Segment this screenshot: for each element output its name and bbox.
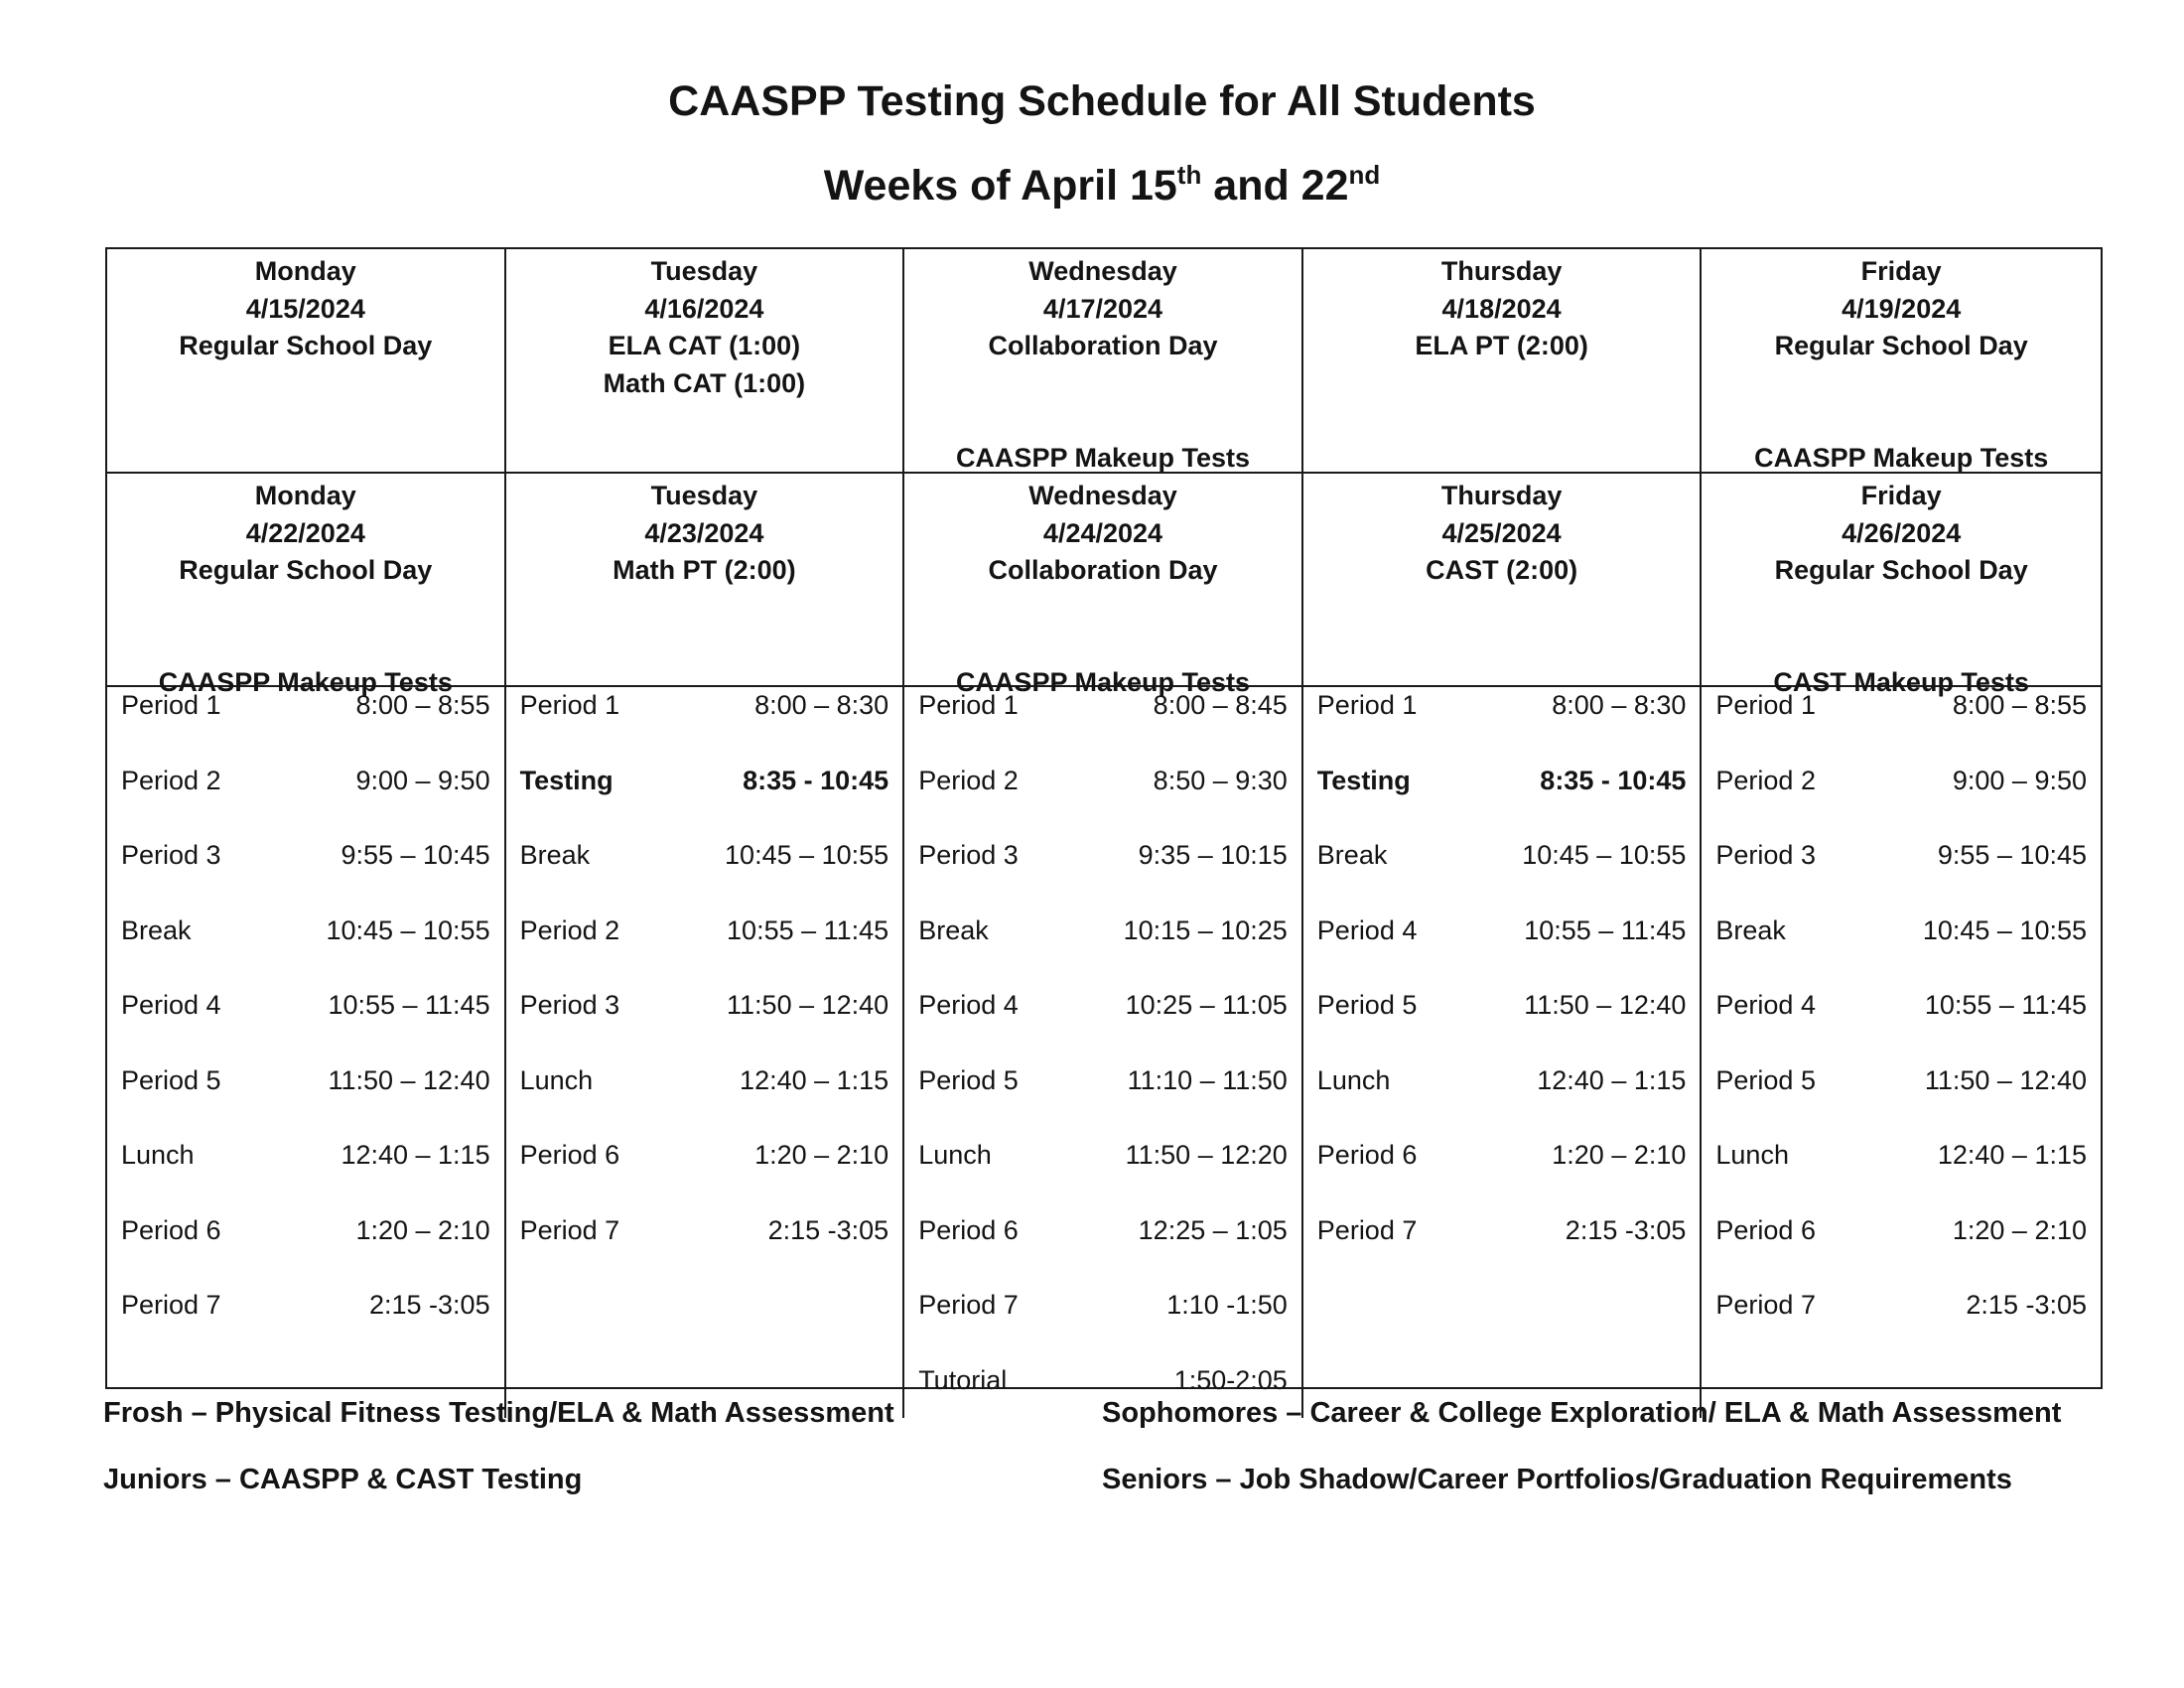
period-time: 12:40 – 1:15	[1937, 1140, 2087, 1171]
period-label: Period 2	[918, 765, 1019, 795]
period-label: Period 7	[121, 1290, 221, 1321]
period-time: 1:20 – 2:10	[1952, 1214, 2087, 1245]
period-time: 1:20 – 2:10	[1552, 1140, 1687, 1171]
spacer	[904, 402, 1301, 440]
period-time: 10:55 – 11:45	[1924, 990, 2087, 1021]
period-label: Period 5	[1316, 990, 1418, 1021]
period-label: Tutorial	[918, 1364, 1008, 1395]
day-header-cell	[506, 474, 905, 687]
day-type: Regular School Day	[179, 331, 433, 360]
period-time: 10:45 – 10:55	[1922, 914, 2087, 945]
period-time: 2:15 -3:05	[767, 1214, 889, 1245]
period-time: 1:20 – 2:10	[754, 1140, 889, 1171]
period-label: Lunch	[918, 1140, 992, 1171]
day-name: Tuesday	[650, 256, 758, 286]
spacer	[107, 627, 504, 664]
period-label: Lunch	[121, 1140, 195, 1171]
footer-frosh: Frosh – Physical Fitness Testing/ELA & Math Assessment	[103, 1397, 894, 1429]
schedule-row	[506, 968, 903, 1044]
schedule-row	[1702, 744, 2101, 819]
period-label: Lunch	[1715, 1140, 1789, 1171]
period-label: Period 6	[519, 1140, 620, 1171]
period-time: 10:15 – 10:25	[1123, 914, 1288, 945]
schedule-row	[904, 1194, 1301, 1269]
spacer	[904, 590, 1301, 628]
period-time: 11:50 – 12:40	[1524, 990, 1687, 1021]
period-label: Break	[519, 840, 591, 871]
schedule-row	[1702, 1044, 2101, 1119]
schedule-row	[1702, 1118, 2101, 1194]
period-time: 8:00 – 8:45	[1153, 690, 1288, 721]
day-header-cell	[506, 249, 905, 474]
schedule-row	[1702, 818, 2101, 894]
bell-schedule-cell	[107, 668, 506, 1418]
makeup-note: CAASPP Makeup Tests	[1754, 442, 2049, 473]
bell-schedule-cell	[1303, 668, 1703, 1418]
period-label: Testing	[519, 765, 614, 795]
day-date: 4/24/2024	[1042, 517, 1163, 548]
period-label: Period 7	[519, 1214, 620, 1245]
schedule-row	[904, 968, 1301, 1044]
period-time: 10:55 – 11:45	[727, 914, 889, 945]
period-label: Period 4	[1316, 914, 1418, 945]
day-type: Regular School Day	[1774, 555, 2028, 585]
schedule-row	[107, 968, 504, 1044]
spacer	[1702, 627, 2101, 664]
schedule-row	[107, 818, 504, 894]
period-time: 9:55 – 10:45	[341, 840, 490, 871]
period-label: Period 1	[1715, 690, 1816, 721]
schedule-row	[1303, 968, 1701, 1044]
period-label: Period 1	[519, 690, 620, 721]
period-time: 8:00 – 8:55	[1952, 690, 2087, 721]
period-label: Break	[121, 914, 192, 945]
day-date: 4/26/2024	[1842, 517, 1962, 548]
period-label: Period 7	[1715, 1290, 1816, 1321]
schedule-row	[904, 818, 1301, 894]
footer-seniors: Seniors – Job Shadow/Career Portfolios/Graduation Requirements	[1102, 1464, 2012, 1495]
day-date: 4/17/2024	[1042, 293, 1163, 324]
day-type: Regular School Day	[179, 555, 433, 585]
bell-schedule-cell	[1702, 668, 2101, 1418]
period-time: 11:50 – 12:40	[727, 990, 889, 1021]
period-label: Period 2	[1715, 765, 1816, 795]
period-label: Period 4	[1715, 990, 1816, 1021]
schedule-row	[506, 668, 903, 744]
period-label: Period 6	[1715, 1214, 1816, 1245]
schedule-row	[904, 1044, 1301, 1119]
period-time: 1:50-2:05	[1173, 1364, 1288, 1395]
period-label: Period 3	[918, 840, 1019, 871]
day-name: Friday	[1860, 256, 1942, 286]
period-time: 9:00 – 9:50	[355, 765, 490, 795]
day-date: 4/22/2024	[245, 517, 365, 548]
schedule-row	[107, 668, 504, 744]
schedule-row	[1303, 818, 1701, 894]
schedule-row	[904, 1118, 1301, 1194]
day-name: Monday	[254, 481, 356, 510]
schedule-row	[506, 894, 903, 969]
day-date: 4/25/2024	[1441, 517, 1562, 548]
period-label: Period 2	[519, 914, 620, 945]
period-time: 8:00 – 8:55	[355, 690, 490, 721]
period-time: 9:00 – 9:50	[1952, 765, 2087, 795]
spacer	[1702, 590, 2101, 628]
page-subtitle	[0, 162, 2184, 211]
day-date: 4/18/2024	[1441, 293, 1562, 324]
period-time: 11:10 – 11:50	[1127, 1064, 1288, 1095]
period-time: 10:45 – 10:55	[1522, 840, 1687, 871]
schedule-row	[1303, 1194, 1701, 1269]
period-label: Period 1	[121, 690, 221, 721]
period-time: 12:40 – 1:15	[1537, 1064, 1687, 1095]
period-label: Lunch	[519, 1064, 594, 1095]
day-name: Monday	[254, 256, 356, 286]
schedule-row	[1303, 744, 1701, 819]
schedule-row	[1702, 1194, 2101, 1269]
spacer	[1702, 365, 2101, 403]
makeup-note: CAST Makeup Tests	[1773, 666, 2029, 697]
period-label: Period 6	[918, 1214, 1019, 1245]
schedule-row	[1303, 668, 1701, 744]
period-time: 10:25 – 11:05	[1125, 990, 1288, 1021]
day-name: Wednesday	[1028, 481, 1177, 510]
day-type: Collaboration Day	[988, 331, 1218, 360]
period-label: Break	[1316, 840, 1388, 871]
day-header-cell	[107, 474, 506, 697]
schedule-row	[107, 1194, 504, 1269]
page-title: CAASPP Testing Schedule for All Students	[668, 77, 1536, 125]
period-time: 10:55 – 11:45	[1524, 914, 1687, 945]
day-type: Math PT (2:00)	[613, 555, 796, 585]
day-header-cell	[904, 249, 1303, 474]
period-label: Period 6	[1316, 1140, 1418, 1171]
period-label: Period 7	[1316, 1214, 1418, 1245]
subtitle-sup-1: th	[1176, 160, 1202, 190]
makeup-note: CAASPP Makeup Tests	[158, 666, 453, 697]
schedule-row	[107, 1118, 504, 1194]
day-header-cell	[1303, 249, 1703, 474]
period-time: 12:25 – 1:05	[1138, 1214, 1288, 1245]
period-time: 11:50 – 12:20	[1125, 1140, 1288, 1171]
period-label: Break	[918, 914, 989, 945]
schedule-row	[107, 1268, 504, 1343]
schedule-row	[506, 744, 903, 819]
period-time: 9:55 – 10:45	[1937, 840, 2087, 871]
period-time: 8:35 - 10:45	[1540, 765, 1687, 795]
period-label: Period 2	[121, 765, 221, 795]
day-header-cell	[1303, 474, 1703, 687]
period-time: 12:40 – 1:15	[341, 1140, 490, 1171]
bell-schedule-cell	[506, 668, 905, 1418]
period-label: Period 6	[121, 1214, 221, 1245]
schedule-row	[506, 818, 903, 894]
schedule-row	[1702, 968, 2101, 1044]
day-date: 4/16/2024	[644, 293, 764, 324]
schedule-row	[904, 894, 1301, 969]
day-name: Friday	[1860, 481, 1942, 510]
schedule-row	[1303, 1044, 1701, 1119]
period-time: 10:45 – 10:55	[326, 914, 490, 945]
period-label: Testing	[1316, 765, 1411, 795]
period-label: Period 3	[121, 840, 221, 871]
spacer	[1702, 402, 2101, 440]
bell-schedule-cell	[904, 668, 1303, 1418]
schedule-row	[107, 894, 504, 969]
period-time: 8:35 - 10:45	[743, 765, 889, 795]
period-label: Period 1	[1316, 690, 1418, 721]
period-time: 12:40 – 1:15	[740, 1064, 889, 1095]
schedule-row	[107, 744, 504, 819]
day-header-cell	[1702, 249, 2101, 474]
schedule-row	[904, 1268, 1301, 1343]
subtitle-prefix: Weeks of April 15	[823, 162, 1177, 210]
day-name: Tuesday	[650, 481, 758, 510]
day-type: ELA CAT (1:00)	[608, 331, 801, 360]
schedule-row	[506, 1044, 903, 1119]
period-time: 9:35 – 10:15	[1138, 840, 1288, 871]
period-time: 8:50 – 9:30	[1153, 765, 1288, 795]
period-time: 10:45 – 10:55	[725, 840, 889, 871]
period-label: Period 3	[1715, 840, 1816, 871]
day-date: 4/19/2024	[1842, 293, 1962, 324]
spacer	[107, 590, 504, 628]
footer-sophomores: Sophomores – Career & College Exploration/ ELA & Math Assessment	[1102, 1397, 2062, 1429]
period-time: 2:15 -3:05	[1966, 1290, 2087, 1321]
period-label: Period 4	[121, 990, 221, 1021]
period-time: 8:00 – 8:30	[754, 690, 889, 721]
makeup-note: CAASPP Makeup Tests	[955, 666, 1251, 697]
period-time: 11:50 – 12:40	[1924, 1064, 2087, 1095]
schedule-row	[1303, 894, 1701, 969]
period-time: 11:50 – 12:40	[328, 1064, 490, 1095]
period-label: Period 5	[918, 1064, 1019, 1095]
schedule-table	[105, 247, 2103, 1395]
schedule-row	[904, 668, 1301, 744]
period-time: 1:20 – 2:10	[355, 1214, 490, 1245]
period-time: 1:10 -1:50	[1166, 1290, 1288, 1321]
subtitle-middle: and 22	[1201, 162, 1349, 210]
schedule-row	[1702, 1268, 2101, 1343]
schedule-row	[107, 1044, 504, 1119]
period-label: Break	[1715, 914, 1786, 945]
schedule-row	[506, 1194, 903, 1269]
day-type: Regular School Day	[1774, 331, 2028, 360]
day-name: Thursday	[1440, 256, 1563, 286]
day-name: Wednesday	[1028, 256, 1177, 286]
day-type: ELA PT (2:00)	[1415, 331, 1588, 360]
period-label: Period 5	[1715, 1064, 1816, 1095]
period-label: Period 7	[918, 1290, 1019, 1321]
period-label: Period 4	[918, 990, 1019, 1021]
schedule-row	[506, 1118, 903, 1194]
day-type: CAST (2:00)	[1426, 555, 1578, 585]
day-name: Thursday	[1440, 481, 1563, 510]
schedule-row	[1702, 668, 2101, 744]
footer-juniors: Juniors – CAASPP & CAST Testing	[103, 1464, 583, 1495]
period-label: Period 3	[519, 990, 620, 1021]
day-date: 4/15/2024	[245, 293, 365, 324]
schedule-row	[1303, 1118, 1701, 1194]
period-time: 2:15 -3:05	[369, 1290, 490, 1321]
period-label: Lunch	[1316, 1064, 1391, 1095]
period-time: 10:55 – 11:45	[328, 990, 490, 1021]
schedule-row	[904, 744, 1301, 819]
period-time: 8:00 – 8:30	[1552, 690, 1687, 721]
day-type: Collaboration Day	[988, 555, 1218, 585]
period-label: Period 1	[918, 690, 1019, 721]
period-time: 2:15 -3:05	[1565, 1214, 1687, 1245]
makeup-note: CAASPP Makeup Tests	[955, 442, 1251, 473]
schedule-row	[1702, 894, 2101, 969]
day-header-cell	[107, 249, 506, 474]
day-date: 4/23/2024	[644, 517, 764, 548]
period-label: Period 5	[121, 1064, 221, 1095]
spacer	[904, 365, 1301, 403]
day-header-cell	[1702, 474, 2101, 697]
spacer	[904, 627, 1301, 664]
day-type: Math CAT (1:00)	[603, 367, 806, 398]
subtitle-sup-2: nd	[1348, 160, 1381, 190]
day-header-cell	[904, 474, 1303, 697]
